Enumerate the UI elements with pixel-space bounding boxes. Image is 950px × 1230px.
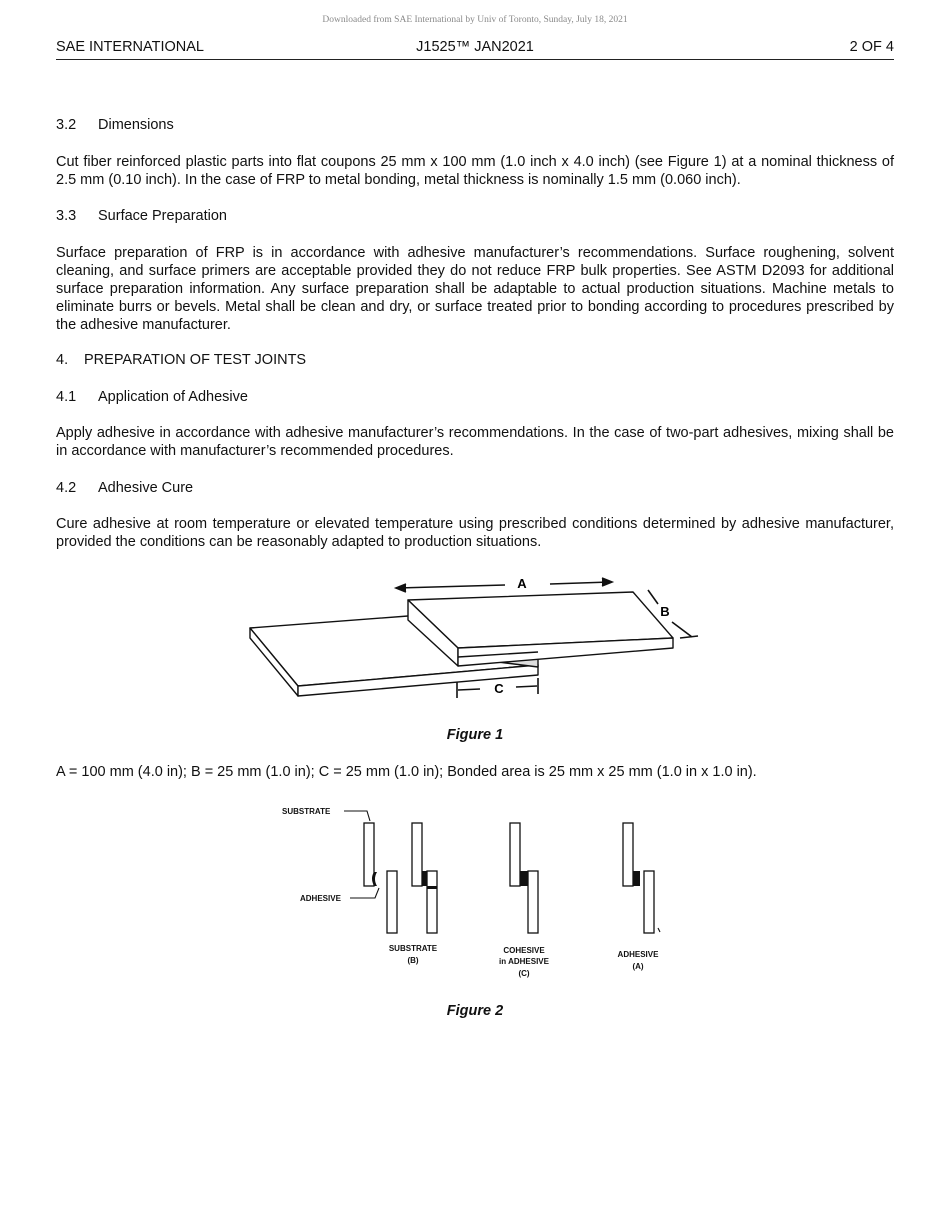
- label-substrate-b-line2: (B): [407, 956, 419, 965]
- figure-1-caption: Figure 1: [446, 727, 504, 743]
- section-title: Adhesive Cure: [98, 480, 194, 496]
- substrate-bar: [644, 871, 654, 933]
- header-org: SAE INTERNATIONAL: [56, 39, 204, 55]
- section-title: Dimensions: [98, 117, 174, 133]
- section-4-heading: [56, 351, 894, 369]
- label-cohesive-c-line1: COHESIVE: [503, 946, 545, 955]
- section-number: 4.2: [56, 480, 77, 496]
- substrate-bar: [387, 871, 397, 933]
- download-watermark: Downloaded from SAE International by Univ of Toronto, Sunday, July 18, 2021: [322, 15, 628, 25]
- substrate-leader-line: [344, 811, 370, 821]
- label-cohesive-c-line3: (C): [518, 969, 530, 978]
- section-3-2-body: Cut fiber reinforced plastic parts into flat coupons 25 mm x 100 mm (1.0 inch x 4.0 inch) (see Figure 1) at a nominal thickness of 2.5 mm (0.10 inch). In the case of FRP to metal bonding, metal thickness is nominally 1.5 mm (0.060 inch).: [56, 154, 894, 188]
- adhesive-callout: ADHESIVE: [300, 894, 341, 903]
- substrate-callout: SUBSTRATE: [282, 807, 331, 816]
- section-4-1-heading: [56, 388, 894, 406]
- header-doc-id: J1525™ JAN2021: [416, 39, 534, 55]
- page-header: [56, 38, 894, 60]
- section-title: Application of Adhesive: [98, 389, 248, 405]
- dimension-a-arrow: [396, 578, 612, 592]
- label-cohesive-c-line2: in ADHESIVE: [499, 957, 549, 966]
- substrate-bar: [427, 871, 437, 933]
- section-number: 3.2: [56, 117, 77, 133]
- substrate-bar: [623, 823, 633, 886]
- figure-2-caption: Figure 2: [446, 1003, 504, 1019]
- label-a: A: [517, 576, 527, 591]
- section-3-2-heading: [56, 116, 894, 134]
- label-adhesive-a-line2: (A): [632, 962, 644, 971]
- substrate-bar: [412, 823, 422, 886]
- substrate-bar: [510, 823, 520, 886]
- substrate-bar: [528, 871, 538, 933]
- label-adhesive-a-line1: ADHESIVE: [617, 950, 659, 959]
- section-4-2-body: Cure adhesive at room temperature or elevated temperature using prescribed conditions determined by adhesive manufacturer, provided the conditions can be reasonably adapted to production situations.: [56, 516, 894, 550]
- section-title: Surface Preparation: [98, 208, 227, 224]
- section-3-3-heading: [56, 207, 894, 225]
- section-3-3-body: Surface preparation of FRP is in accordance with adhesive manufacturer’s recommendations. Surface roughening, solvent cleaning, and surface primers are acceptable provided they do not reduce FRP bulk properties. See ASTM D2093 for additional surface preparation information. Any surface preparation shall be adaptable to actual production situations. Machine metals to eliminate burrs or bevels. Metal shall be clean and dry, or surface treated prior to bonding according to procedures prescribed by the adhesive manufacturer.: [56, 245, 894, 333]
- label-c: C: [494, 681, 504, 696]
- section-title: PREPARATION OF TEST JOINTS: [84, 352, 307, 368]
- figure-1-dimension-note: A = 100 mm (4.0 in); B = 25 mm (1.0 in); C = 25 mm (1.0 in); Bonded area is 25 mm x 25 mm (1.0 in x 1.0 in).: [56, 764, 757, 780]
- label-b: B: [660, 604, 670, 619]
- section-number: 3.3: [56, 208, 77, 224]
- label-substrate-b-line1: SUBSTRATE: [388, 944, 438, 953]
- section-4-1-body: Apply adhesive in accordance with adhesive manufacturer’s recommendations. In the case of two-part adhesives, mixing shall be in accordance with manufacturer’s recommended procedures.: [56, 425, 894, 459]
- figure-1-lap-joint-drawing: [240, 570, 710, 710]
- section-number: 4.1: [56, 389, 77, 405]
- figure-2-failure-modes-drawing: [275, 800, 675, 990]
- section-4-2-heading: [56, 479, 894, 497]
- header-page-number: 2 OF 4: [849, 39, 894, 55]
- section-number: 4.: [56, 352, 69, 368]
- adhesive-leader-line: [350, 888, 379, 898]
